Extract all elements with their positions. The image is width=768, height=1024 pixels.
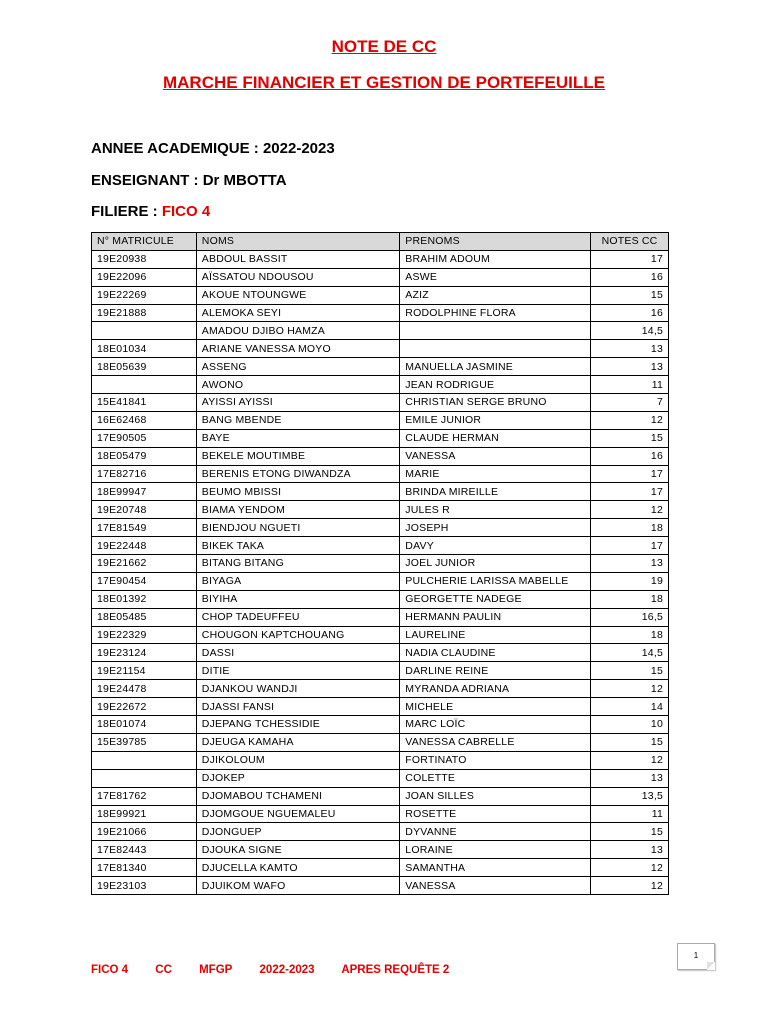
cell-prenom: COLETTE [400, 769, 591, 787]
cell-prenom: ROSETTE [400, 805, 591, 823]
cell-matricule: 17E90505 [92, 429, 197, 447]
cell-matricule [92, 751, 197, 769]
cell-prenom: FORTINATO [400, 751, 591, 769]
cell-note: 12 [591, 680, 669, 698]
table-row [92, 286, 669, 304]
table-row [92, 429, 669, 447]
cell-note: 12 [591, 501, 669, 519]
document-title: NOTE DE CC [331, 37, 437, 56]
cell-nom: DJOKEP [196, 769, 400, 787]
cell-note: 14 [591, 698, 669, 716]
cell-note: 13 [591, 841, 669, 859]
table-row [92, 572, 669, 590]
cell-nom: AKOUE NTOUNGWE [196, 286, 400, 304]
cell-prenom: DAVY [400, 537, 591, 555]
academic-year [91, 140, 335, 157]
cell-prenom: BRINDA MIREILLE [400, 483, 591, 501]
table-row [92, 787, 669, 805]
table-row [92, 304, 669, 322]
cell-note: 17 [591, 465, 669, 483]
cell-prenom: RODOLPHINE FLORA [400, 304, 591, 322]
cell-note: 10 [591, 716, 669, 734]
cell-note: 19 [591, 572, 669, 590]
cell-note: 13 [591, 340, 669, 358]
cell-prenom: MARC LOÏC [400, 716, 591, 734]
cell-note: 17 [591, 250, 669, 268]
table-row [92, 698, 669, 716]
cell-matricule: 18E01392 [92, 590, 197, 608]
cell-nom: BIENDJOU NGUETI [196, 519, 400, 537]
table-row [92, 250, 669, 268]
cell-nom: AMADOU DJIBO HAMZA [196, 322, 400, 340]
cell-nom: BERENIS ETONG DIWANDZA [196, 465, 400, 483]
cell-matricule: 18E05485 [92, 608, 197, 626]
cell-matricule: 19E22672 [92, 698, 197, 716]
cell-nom: BIKEK TAKA [196, 537, 400, 555]
cell-note: 17 [591, 537, 669, 555]
cell-prenom: VANESSA [400, 877, 591, 895]
academic-year-value: 2022-2023 [262, 140, 335, 157]
cell-matricule: 17E82443 [92, 841, 197, 859]
table-row [92, 608, 669, 626]
cell-prenom: MANUELLA JASMINE [400, 358, 591, 376]
cell-matricule: 18E05639 [92, 358, 197, 376]
cell-matricule [92, 322, 197, 340]
cell-note: 16,5 [591, 608, 669, 626]
table-row [92, 322, 669, 340]
teacher [91, 172, 287, 189]
table-row [92, 877, 669, 895]
table-row [92, 680, 669, 698]
cell-nom: AYISSI AYISSI [196, 394, 400, 412]
table-row [92, 483, 669, 501]
header-prenoms: PRENOMS [400, 233, 591, 251]
table-row [92, 555, 669, 573]
table-row [92, 751, 669, 769]
cell-nom: DJUIKOM WAFO [196, 877, 400, 895]
footer-course: MFGP [199, 964, 233, 976]
cell-matricule: 15E41841 [92, 394, 197, 412]
program-value: FICO 4 [161, 203, 211, 220]
cell-nom: DJIKOLOUM [196, 751, 400, 769]
cell-note: 12 [591, 877, 669, 895]
cell-prenom: JOSEPH [400, 519, 591, 537]
cell-note: 11 [591, 376, 669, 394]
cell-nom: BANG MBENDE [196, 411, 400, 429]
cell-prenom: EMILE JUNIOR [400, 411, 591, 429]
table-row [92, 841, 669, 859]
cell-note: 11 [591, 805, 669, 823]
cell-prenom: BRAHIM ADOUM [400, 250, 591, 268]
cell-note: 12 [591, 411, 669, 429]
cell-prenom: MYRANDA ADRIANA [400, 680, 591, 698]
cell-matricule: 18E05479 [92, 447, 197, 465]
cell-nom: DJOUKA SIGNE [196, 841, 400, 859]
cell-nom: BIAMA YENDOM [196, 501, 400, 519]
cell-matricule: 17E81549 [92, 519, 197, 537]
cell-prenom: JEAN RODRIGUE [400, 376, 591, 394]
table-header-row [92, 233, 669, 251]
cell-note: 14,5 [591, 322, 669, 340]
cell-matricule [92, 376, 197, 394]
header-notes: NOTES CC [591, 233, 669, 251]
cell-matricule [92, 769, 197, 787]
cell-matricule: 17E82716 [92, 465, 197, 483]
cell-nom: BAYE [196, 429, 400, 447]
program [91, 203, 210, 220]
cell-nom: AÏSSATOU NDOUSOU [196, 268, 400, 286]
header-matricule: N° MATRICULE [92, 233, 197, 251]
cell-nom: DJANKOU WANDJI [196, 680, 400, 698]
cell-matricule: 15E39785 [92, 733, 197, 751]
cell-note: 15 [591, 429, 669, 447]
cell-matricule: 19E20748 [92, 501, 197, 519]
cell-matricule: 19E21066 [92, 823, 197, 841]
cell-prenom [400, 340, 591, 358]
cell-matricule: 19E24478 [92, 680, 197, 698]
table-row [92, 376, 669, 394]
cell-matricule: 18E99921 [92, 805, 197, 823]
table-row [92, 733, 669, 751]
cell-matricule: 17E90454 [92, 572, 197, 590]
cell-matricule: 17E81762 [92, 787, 197, 805]
cell-prenom: DARLINE REINE [400, 662, 591, 680]
footer-program: FICO 4 [91, 964, 129, 976]
cell-prenom: PULCHERIE LARISSA MABELLE [400, 572, 591, 590]
document-subtitle: MARCHE FINANCIER ET GESTION DE PORTEFEUILLE [162, 73, 606, 92]
cell-note: 7 [591, 394, 669, 412]
cell-prenom: AZIZ [400, 286, 591, 304]
table-row [92, 411, 669, 429]
cell-nom: DJONGUEP [196, 823, 400, 841]
cell-note: 13 [591, 555, 669, 573]
table-row [92, 805, 669, 823]
cell-nom: ABDOUL BASSIT [196, 250, 400, 268]
cell-note: 15 [591, 286, 669, 304]
cell-nom: BIYIHA [196, 590, 400, 608]
table-row [92, 644, 669, 662]
cell-nom: CHOUGON KAPTCHOUANG [196, 626, 400, 644]
header-noms: NOMS [196, 233, 400, 251]
cell-prenom: LORAINE [400, 841, 591, 859]
table-row [92, 823, 669, 841]
cell-matricule: 19E21154 [92, 662, 197, 680]
cell-prenom: DYVANNE [400, 823, 591, 841]
cell-nom: AWONO [196, 376, 400, 394]
cell-note: 15 [591, 662, 669, 680]
cell-note: 18 [591, 626, 669, 644]
cell-nom: DJOMGOUE NGUEMALEU [196, 805, 400, 823]
cell-note: 15 [591, 733, 669, 751]
cell-prenom: JULES R [400, 501, 591, 519]
cell-prenom: JOEL JUNIOR [400, 555, 591, 573]
cell-prenom: VANESSA CABRELLE [400, 733, 591, 751]
cell-matricule: 16E62468 [92, 411, 197, 429]
teacher-value: Dr MBOTTA [202, 172, 287, 189]
cell-nom: BIYAGA [196, 572, 400, 590]
table-row [92, 501, 669, 519]
cell-note: 13 [591, 358, 669, 376]
cell-prenom: JOAN SILLES [400, 787, 591, 805]
cell-nom: DJEUGA KAMAHA [196, 733, 400, 751]
cell-matricule: 19E21662 [92, 555, 197, 573]
cell-note: 18 [591, 519, 669, 537]
table-row [92, 537, 669, 555]
table-row [92, 662, 669, 680]
table-row [92, 268, 669, 286]
teacher-label: ENSEIGNANT : [91, 172, 199, 189]
academic-year-label: ANNEE ACADEMIQUE : [91, 140, 259, 157]
cell-prenom [400, 322, 591, 340]
page-number-box [677, 943, 715, 970]
cell-nom: BEKELE MOUTIMBE [196, 447, 400, 465]
cell-note: 17 [591, 483, 669, 501]
cell-note: 16 [591, 268, 669, 286]
cell-prenom: GEORGETTE NADEGE [400, 590, 591, 608]
cell-matricule: 18E01034 [92, 340, 197, 358]
cell-nom: DJEPANG TCHESSIDIE [196, 716, 400, 734]
cell-nom: DJOMABOU TCHAMENI [196, 787, 400, 805]
cell-prenom: CHRISTIAN SERGE BRUNO [400, 394, 591, 412]
cell-nom: ARIANE VANESSA MOYO [196, 340, 400, 358]
cell-note: 12 [591, 751, 669, 769]
cell-note: 13,5 [591, 787, 669, 805]
table-row [92, 769, 669, 787]
cell-prenom: MARIE [400, 465, 591, 483]
grades-table [91, 232, 669, 895]
table-row [92, 590, 669, 608]
cell-nom: BEUMO MBISSI [196, 483, 400, 501]
cell-matricule: 18E01074 [92, 716, 197, 734]
footer-cc: CC [155, 964, 172, 976]
cell-prenom: HERMANN PAULIN [400, 608, 591, 626]
cell-note: 15 [591, 823, 669, 841]
table-row [92, 394, 669, 412]
cell-nom: DJASSI FANSI [196, 698, 400, 716]
table-row [92, 716, 669, 734]
cell-prenom: ASWE [400, 268, 591, 286]
page-footer [91, 964, 473, 976]
cell-prenom: NADIA CLAUDINE [400, 644, 591, 662]
page-number: 1 [693, 951, 699, 960]
footer-year: 2022-2023 [259, 964, 315, 976]
table-row [92, 626, 669, 644]
table-row [92, 447, 669, 465]
cell-nom: DITIE [196, 662, 400, 680]
cell-prenom: LAURELINE [400, 626, 591, 644]
cell-nom: DASSI [196, 644, 400, 662]
cell-note: 14,5 [591, 644, 669, 662]
table-row [92, 465, 669, 483]
table-row [92, 519, 669, 537]
cell-matricule: 19E22329 [92, 626, 197, 644]
table-row [92, 340, 669, 358]
cell-prenom: CLAUDE HERMAN [400, 429, 591, 447]
cell-nom: ALEMOKA SEYI [196, 304, 400, 322]
cell-nom: BITANG BITANG [196, 555, 400, 573]
cell-prenom: MICHELE [400, 698, 591, 716]
cell-note: 16 [591, 447, 669, 465]
cell-prenom: SAMANTHA [400, 859, 591, 877]
cell-note: 13 [591, 769, 669, 787]
cell-matricule: 19E22448 [92, 537, 197, 555]
cell-matricule: 18E99947 [92, 483, 197, 501]
table-row [92, 859, 669, 877]
cell-matricule: 19E20938 [92, 250, 197, 268]
cell-nom: CHOP TADEUFFEU [196, 608, 400, 626]
cell-prenom: VANESSA [400, 447, 591, 465]
cell-matricule: 17E81340 [92, 859, 197, 877]
program-label: FILIERE : [91, 203, 158, 220]
cell-matricule: 19E22269 [92, 286, 197, 304]
cell-matricule: 19E23103 [92, 877, 197, 895]
cell-nom: DJUCELLA KAMTO [196, 859, 400, 877]
cell-nom: ASSENG [196, 358, 400, 376]
cell-matricule: 19E21888 [92, 304, 197, 322]
footer-note: APRES REQUÊTE 2 [341, 964, 450, 976]
table-row [92, 358, 669, 376]
cell-note: 12 [591, 859, 669, 877]
cell-note: 18 [591, 590, 669, 608]
cell-matricule: 19E22096 [92, 268, 197, 286]
cell-note: 16 [591, 304, 669, 322]
cell-matricule: 19E23124 [92, 644, 197, 662]
